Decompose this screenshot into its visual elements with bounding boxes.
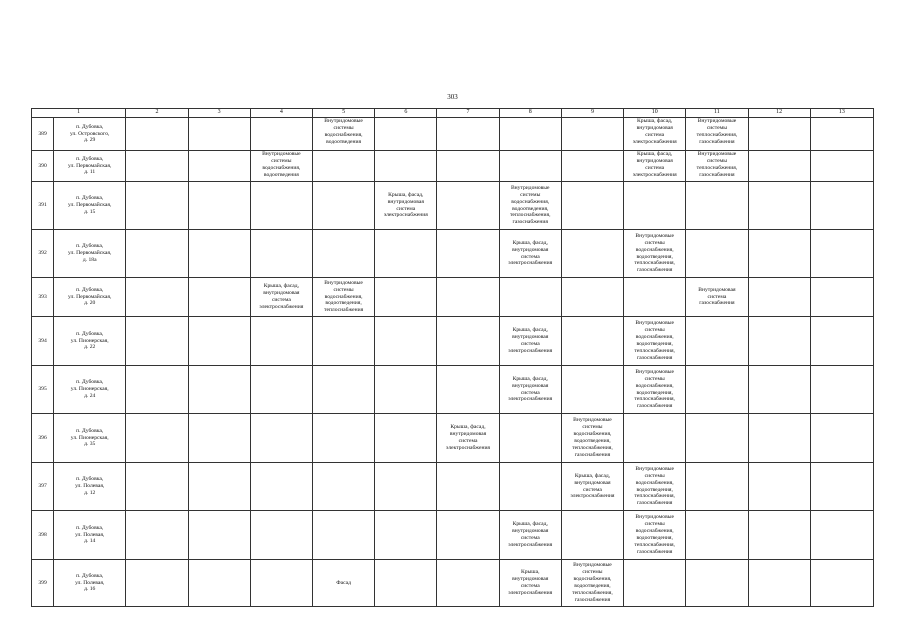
table-row (32, 414, 874, 463)
work-cell-col-4 (250, 230, 312, 278)
work-cell-col-2 (126, 414, 188, 463)
work-cell-col-9 (561, 182, 623, 230)
work-cell-col-9 (561, 151, 623, 182)
address-cell (54, 151, 126, 182)
work-cell-col-5 (312, 463, 374, 511)
work-description: Внутридомовые системы водоснабжения, водоотведения, теплоснабжения, газоснабжения (572, 417, 613, 458)
row-number: 397 (32, 463, 54, 511)
work-cell-col-8 (499, 366, 561, 414)
table-row (32, 511, 874, 560)
work-cell-col-6 (375, 463, 437, 511)
page-number: 303 (447, 93, 458, 101)
work-cell-col-11 (686, 278, 748, 317)
work-description: Крыша, фасад, внутридомовая система электроснабжения (570, 472, 615, 500)
work-cell-col-10 (624, 118, 686, 151)
column-number-4: 4 (250, 109, 312, 118)
work-cell-col-11 (686, 366, 748, 414)
work-cell-col-10 (624, 278, 686, 317)
work-cell-col-12 (748, 560, 810, 607)
work-cell-col-7 (437, 366, 499, 414)
address-text: п. Дубовка, ул. Пионерская, д. 35 (70, 427, 109, 448)
work-description: Крыша, фасад, внутридомовая система электроснабжения (383, 191, 428, 219)
work-cell-col-5 (312, 230, 374, 278)
work-cell-col-5 (312, 182, 374, 230)
work-cell-col-8 (499, 230, 561, 278)
work-cell-col-11 (686, 463, 748, 511)
work-cell-col-13 (810, 118, 873, 151)
row-number: 394 (32, 317, 54, 366)
row-number: 395 (32, 366, 54, 414)
address-cell (54, 414, 126, 463)
work-cell-col-10 (624, 182, 686, 230)
work-cell-col-7 (437, 118, 499, 151)
work-cell-col-8 (499, 278, 561, 317)
work-cell-col-6 (375, 278, 437, 317)
table-row (32, 182, 874, 230)
work-cell-col-8 (499, 317, 561, 366)
work-cell-col-13 (810, 560, 873, 607)
table-row (32, 151, 874, 182)
work-cell-col-8 (499, 560, 561, 607)
work-cell-col-9 (561, 366, 623, 414)
work-description: Крыша, фасад, внутридомовая система электроснабжения (508, 327, 553, 354)
work-cell-col-2 (126, 151, 188, 182)
work-cell-col-9 (561, 230, 623, 278)
work-cell-col-9 (561, 317, 623, 366)
work-cell-col-13 (810, 511, 873, 560)
work-cell-col-4 (250, 463, 312, 511)
row-number: 399 (32, 560, 54, 607)
work-cell-col-6 (375, 182, 437, 230)
work-cell-col-3 (188, 230, 250, 278)
work-cell-col-11 (686, 151, 748, 182)
work-description: Крыша, фасад, внутридомовая система электроснабжения (632, 118, 677, 145)
address-text: п. Дубовка, ул. Первомайская, д. 11 (68, 155, 112, 176)
work-cell-col-5 (312, 278, 374, 317)
work-cell-col-6 (375, 118, 437, 151)
work-cell-col-2 (126, 463, 188, 511)
work-cell-col-10 (624, 560, 686, 607)
work-description: Внутридомовые системы теплоснабжения, газоснабжения (696, 151, 738, 178)
work-cell-col-3 (188, 317, 250, 366)
work-cell-col-11 (686, 230, 748, 278)
work-cell-col-4 (250, 511, 312, 560)
row-number: 389 (32, 118, 54, 151)
work-cell-col-11 (686, 118, 748, 151)
column-number-7: 7 (437, 109, 499, 118)
row-number: 390 (32, 151, 54, 182)
column-number-2: 2 (126, 109, 188, 118)
work-cell-col-9 (561, 118, 623, 151)
work-cell-col-2 (126, 230, 188, 278)
work-description: Внутридомовые системы водоснабжения, водоотведения, теплоснабжения, газоснабжения (634, 232, 675, 274)
work-cell-col-8 (499, 414, 561, 463)
row-number: 392 (32, 230, 54, 278)
address-cell (54, 511, 126, 560)
work-cell-col-2 (126, 560, 188, 607)
work-cell-col-2 (126, 317, 188, 366)
work-cell-col-4 (250, 118, 312, 151)
work-description: Крыша, фасад, внутридомовая система электроснабжения (632, 151, 677, 178)
work-cell-col-13 (810, 317, 873, 366)
work-cell-col-6 (375, 230, 437, 278)
address-text: п. Дубовка, ул. Первомайская, д. 15 (68, 195, 112, 215)
address-text: п. Дубовка, ул. Полевая, д. 14 (75, 524, 105, 545)
work-cell-col-6 (375, 414, 437, 463)
work-description: Внутридомовые системы водоснабжения, водоотведения, теплоснабжения, газоснабжения (634, 320, 675, 361)
address-cell (54, 366, 126, 414)
column-number-6: 6 (375, 109, 437, 118)
work-cell-col-4 (250, 560, 312, 607)
work-cell-col-10 (624, 366, 686, 414)
work-cell-col-11 (686, 317, 748, 366)
work-cell-col-9 (561, 511, 623, 560)
work-cell-col-13 (810, 278, 873, 317)
work-cell-col-8 (499, 151, 561, 182)
work-cell-col-2 (126, 278, 188, 317)
work-cell-col-3 (188, 151, 250, 182)
work-cell-col-12 (748, 317, 810, 366)
work-cell-col-12 (748, 414, 810, 463)
work-cell-col-4 (250, 414, 312, 463)
work-cell-col-12 (748, 366, 810, 414)
work-cell-col-7 (437, 414, 499, 463)
table-row (32, 317, 874, 366)
work-description: Крыша, внутридомовая система электроснабжения (508, 569, 553, 596)
work-cell-col-7 (437, 182, 499, 230)
work-cell-col-12 (748, 118, 810, 151)
work-description: Крыша, фасад, внутридомовая система электроснабжения (446, 424, 491, 451)
table-row (32, 560, 874, 607)
column-number-1: 1 (32, 109, 126, 118)
work-cell-col-3 (188, 278, 250, 317)
column-number-11: 11 (686, 109, 748, 118)
table-row (32, 118, 874, 151)
work-cell-col-12 (748, 463, 810, 511)
work-cell-col-9 (561, 560, 623, 607)
address-cell (54, 230, 126, 278)
row-number: 396 (32, 414, 54, 463)
work-cell-col-9 (561, 463, 623, 511)
address-text: п. Дубовка, ул. Первомайская, д. 18а (68, 243, 112, 263)
table-row (32, 463, 874, 511)
work-cell-col-3 (188, 463, 250, 511)
column-number-13: 13 (810, 109, 873, 118)
work-cell-col-2 (126, 366, 188, 414)
address-cell (54, 317, 126, 366)
work-cell-col-10 (624, 151, 686, 182)
work-cell-col-8 (499, 463, 561, 511)
work-description: Внутридомовые системы водоснабжения, водоотведения, теплоснабжения, газоснабжения (634, 368, 675, 410)
work-cell-col-11 (686, 414, 748, 463)
work-cell-col-5 (312, 560, 374, 607)
address-cell (54, 118, 126, 151)
work-cell-col-7 (437, 230, 499, 278)
column-number-10: 10 (624, 109, 686, 118)
row-number: 398 (32, 511, 54, 560)
work-cell-col-3 (188, 366, 250, 414)
work-cell-col-12 (748, 182, 810, 230)
work-description: Внутридомовые системы водоснабжения, водоотведения, теплоснабжения (324, 279, 364, 314)
work-cell-col-4 (250, 151, 312, 182)
work-cell-col-8 (499, 118, 561, 151)
work-description: Крыша, фасад, внутридомовая система электроснабжения (508, 521, 553, 548)
work-cell-col-5 (312, 118, 374, 151)
table-row (32, 366, 874, 414)
work-cell-col-7 (437, 151, 499, 182)
work-cell-col-10 (624, 463, 686, 511)
work-description: Крыша, фасад, внутридомовая система электроснабжения (508, 239, 553, 267)
work-cell-col-12 (748, 151, 810, 182)
work-cell-col-13 (810, 230, 873, 278)
address-text: п. Дубовка, ул. Островского, д. 29 (69, 123, 110, 144)
work-cell-col-3 (188, 414, 250, 463)
work-cell-col-9 (561, 414, 623, 463)
work-cell-col-5 (312, 151, 374, 182)
work-description: Крыша, фасад, внутридомовая система электроснабжения (508, 375, 553, 403)
work-cell-col-11 (686, 560, 748, 607)
work-cell-col-5 (312, 317, 374, 366)
work-description: Внутридомовые системы водоснабжения, водоотведения, теплоснабжения, газоснабжения (572, 562, 613, 603)
work-cell-col-13 (810, 151, 873, 182)
work-cell-col-12 (748, 511, 810, 560)
work-cell-col-6 (375, 560, 437, 607)
work-description: Внутридомовые системы водоснабжения, водоотведения, теплоснабжения, газоснабжения (634, 514, 675, 555)
work-description: Фасад (336, 579, 351, 586)
work-cell-col-3 (188, 118, 250, 151)
work-cell-col-3 (188, 560, 250, 607)
work-description: Внутридомовые системы водоснабжения, водоотведения, теплоснабжения, газоснабжения (634, 465, 675, 507)
address-text: п. Дубовка, ул. Полевая, д. 12 (75, 476, 105, 496)
work-cell-col-2 (126, 118, 188, 151)
work-cell-col-10 (624, 511, 686, 560)
work-cell-col-6 (375, 511, 437, 560)
column-number-9: 9 (561, 109, 623, 118)
works-schedule-table (31, 108, 874, 607)
work-cell-col-8 (499, 511, 561, 560)
address-text: п. Дубовка, ул. Пионерская, д. 24 (70, 379, 109, 399)
address-cell (54, 182, 126, 230)
work-description: Внутридомовые системы водоснабжения, водоотведения (262, 151, 301, 178)
work-cell-col-4 (250, 317, 312, 366)
work-cell-col-3 (188, 511, 250, 560)
work-cell-col-4 (250, 366, 312, 414)
work-cell-col-7 (437, 560, 499, 607)
work-cell-col-7 (437, 317, 499, 366)
work-cell-col-2 (126, 511, 188, 560)
work-description: Крыша, фасад, внутридомовая система электроснабжения (259, 283, 304, 310)
column-number-12: 12 (748, 109, 810, 118)
work-cell-col-10 (624, 230, 686, 278)
work-cell-col-7 (437, 511, 499, 560)
table-row (32, 278, 874, 317)
work-cell-col-8 (499, 182, 561, 230)
work-description: Внутридомовые системы водоснабжения, водоотведения (324, 118, 363, 145)
address-text: п. Дубовка, ул. Полевая, д. 16 (75, 572, 105, 593)
work-cell-col-5 (312, 414, 374, 463)
work-cell-col-3 (188, 182, 250, 230)
work-cell-col-11 (686, 511, 748, 560)
column-number-8: 8 (499, 109, 561, 118)
work-cell-col-6 (375, 151, 437, 182)
address-text: п. Дубовка, ул. Пионерская, д. 22 (70, 330, 109, 351)
work-cell-col-13 (810, 463, 873, 511)
address-text: п. Дубовка, ул. Первомайская, д. 20 (68, 286, 112, 307)
work-cell-col-4 (250, 278, 312, 317)
work-cell-col-13 (810, 182, 873, 230)
work-cell-col-7 (437, 278, 499, 317)
work-cell-col-12 (748, 278, 810, 317)
work-description: Внутридомовые системы теплоснабжения, газоснабжения (696, 118, 738, 145)
work-cell-col-5 (312, 511, 374, 560)
work-cell-col-13 (810, 414, 873, 463)
work-cell-col-6 (375, 317, 437, 366)
address-cell (54, 560, 126, 607)
work-cell-col-7 (437, 463, 499, 511)
work-cell-col-9 (561, 278, 623, 317)
column-number-3: 3 (188, 109, 250, 118)
work-cell-col-4 (250, 182, 312, 230)
work-description: Внутридомовая система газоснабжения (698, 286, 736, 307)
address-cell (54, 278, 126, 317)
work-cell-col-5 (312, 366, 374, 414)
table-row (32, 230, 874, 278)
work-cell-col-6 (375, 366, 437, 414)
work-cell-col-11 (686, 182, 748, 230)
row-number: 391 (32, 182, 54, 230)
work-cell-col-10 (624, 414, 686, 463)
row-number: 393 (32, 278, 54, 317)
column-number-row (32, 109, 874, 118)
work-cell-col-2 (126, 182, 188, 230)
work-cell-col-10 (624, 317, 686, 366)
column-number-5: 5 (312, 109, 374, 118)
address-cell (54, 463, 126, 511)
work-cell-col-12 (748, 230, 810, 278)
work-description: Внутридомовые системы водоснабжения, водоотведения, теплоснабжения, газоснабжения (509, 184, 551, 226)
work-cell-col-13 (810, 366, 873, 414)
